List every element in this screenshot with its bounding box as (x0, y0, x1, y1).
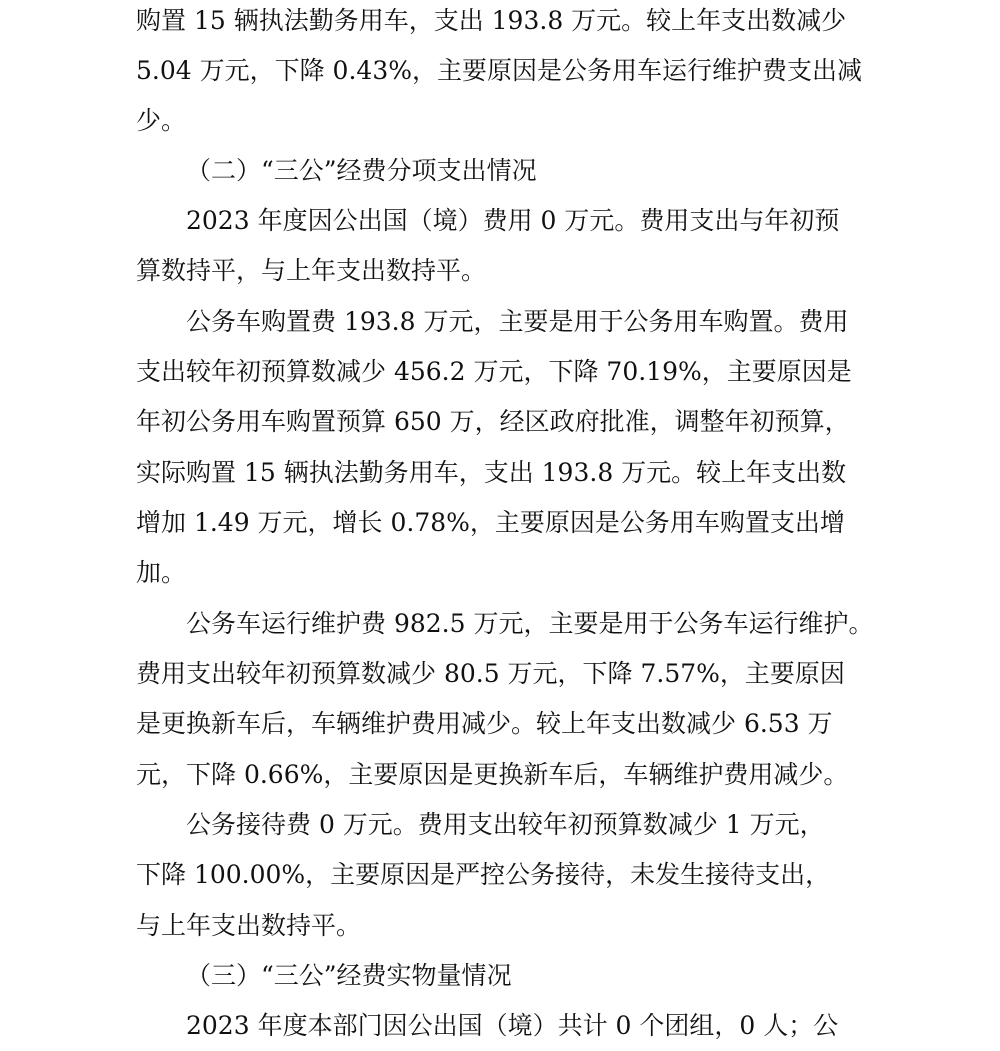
paragraph-line: 5.04 万元，下降 0.43%，主要原因是公务用车运行维护费支出减 (136, 56, 862, 85)
paragraph-line: 2023 年度因公出国（境）费用 0 万元。费用支出与年初预 (186, 206, 840, 235)
paragraph-line: 与上年支出数持平。 (136, 911, 362, 940)
paragraph-line: 下降 100.00%，主要原因是严控公务接待，未发生接待支出， (136, 860, 831, 889)
paragraph-line: 算数持平，与上年支出数持平。 (136, 256, 487, 285)
paragraph-line: 实际购置 15 辆执法勤务用车，支出 193.8 万元。较上年支出数 (136, 458, 847, 487)
paragraph-line: 加。 (136, 558, 187, 587)
section-heading: （三）“三公”经费实物量情况 (186, 961, 512, 990)
paragraph-line: 元，下降 0.66%，主要原因是更换新车后，车辆维护费用减少。 (136, 760, 849, 789)
paragraph-line: 公务车购置费 193.8 万元，主要是用于公务用车购置。费用 (186, 307, 849, 336)
paragraph-line: 增加 1.49 万元，增长 0.78%，主要原因是公务用车购置支出增 (136, 508, 845, 537)
paragraph-line: 少。 (136, 106, 187, 135)
section-heading: （二）“三公”经费分项支出情况 (186, 156, 537, 185)
paragraph-line: 2023 年度本部门因公出国（境）共计 0 个团组，0 人；公 (186, 1011, 839, 1040)
paragraph-line: 是更换新车后，车辆维护费用减少。较上年支出数减少 6.53 万 (136, 709, 833, 738)
paragraph-line: 费用支出较年初预算数减少 80.5 万元，下降 7.57%，主要原因 (136, 659, 845, 688)
paragraph-line: 年初公务用车购置预算 650 万，经区政府批准，调整年初预算， (136, 407, 850, 436)
paragraph-line: 公务接待费 0 万元。费用支出较年初预算数减少 1 万元， (186, 810, 825, 839)
paragraph-line: 公务车运行维护费 982.5 万元，主要是用于公务车运行维护。 (186, 609, 874, 638)
paragraph-line: 购置 15 辆执法勤务用车，支出 193.8 万元。较上年支出数减少 (136, 6, 847, 35)
paragraph-line: 支出较年初预算数减少 456.2 万元，下降 70.19%，主要原因是 (136, 357, 852, 386)
